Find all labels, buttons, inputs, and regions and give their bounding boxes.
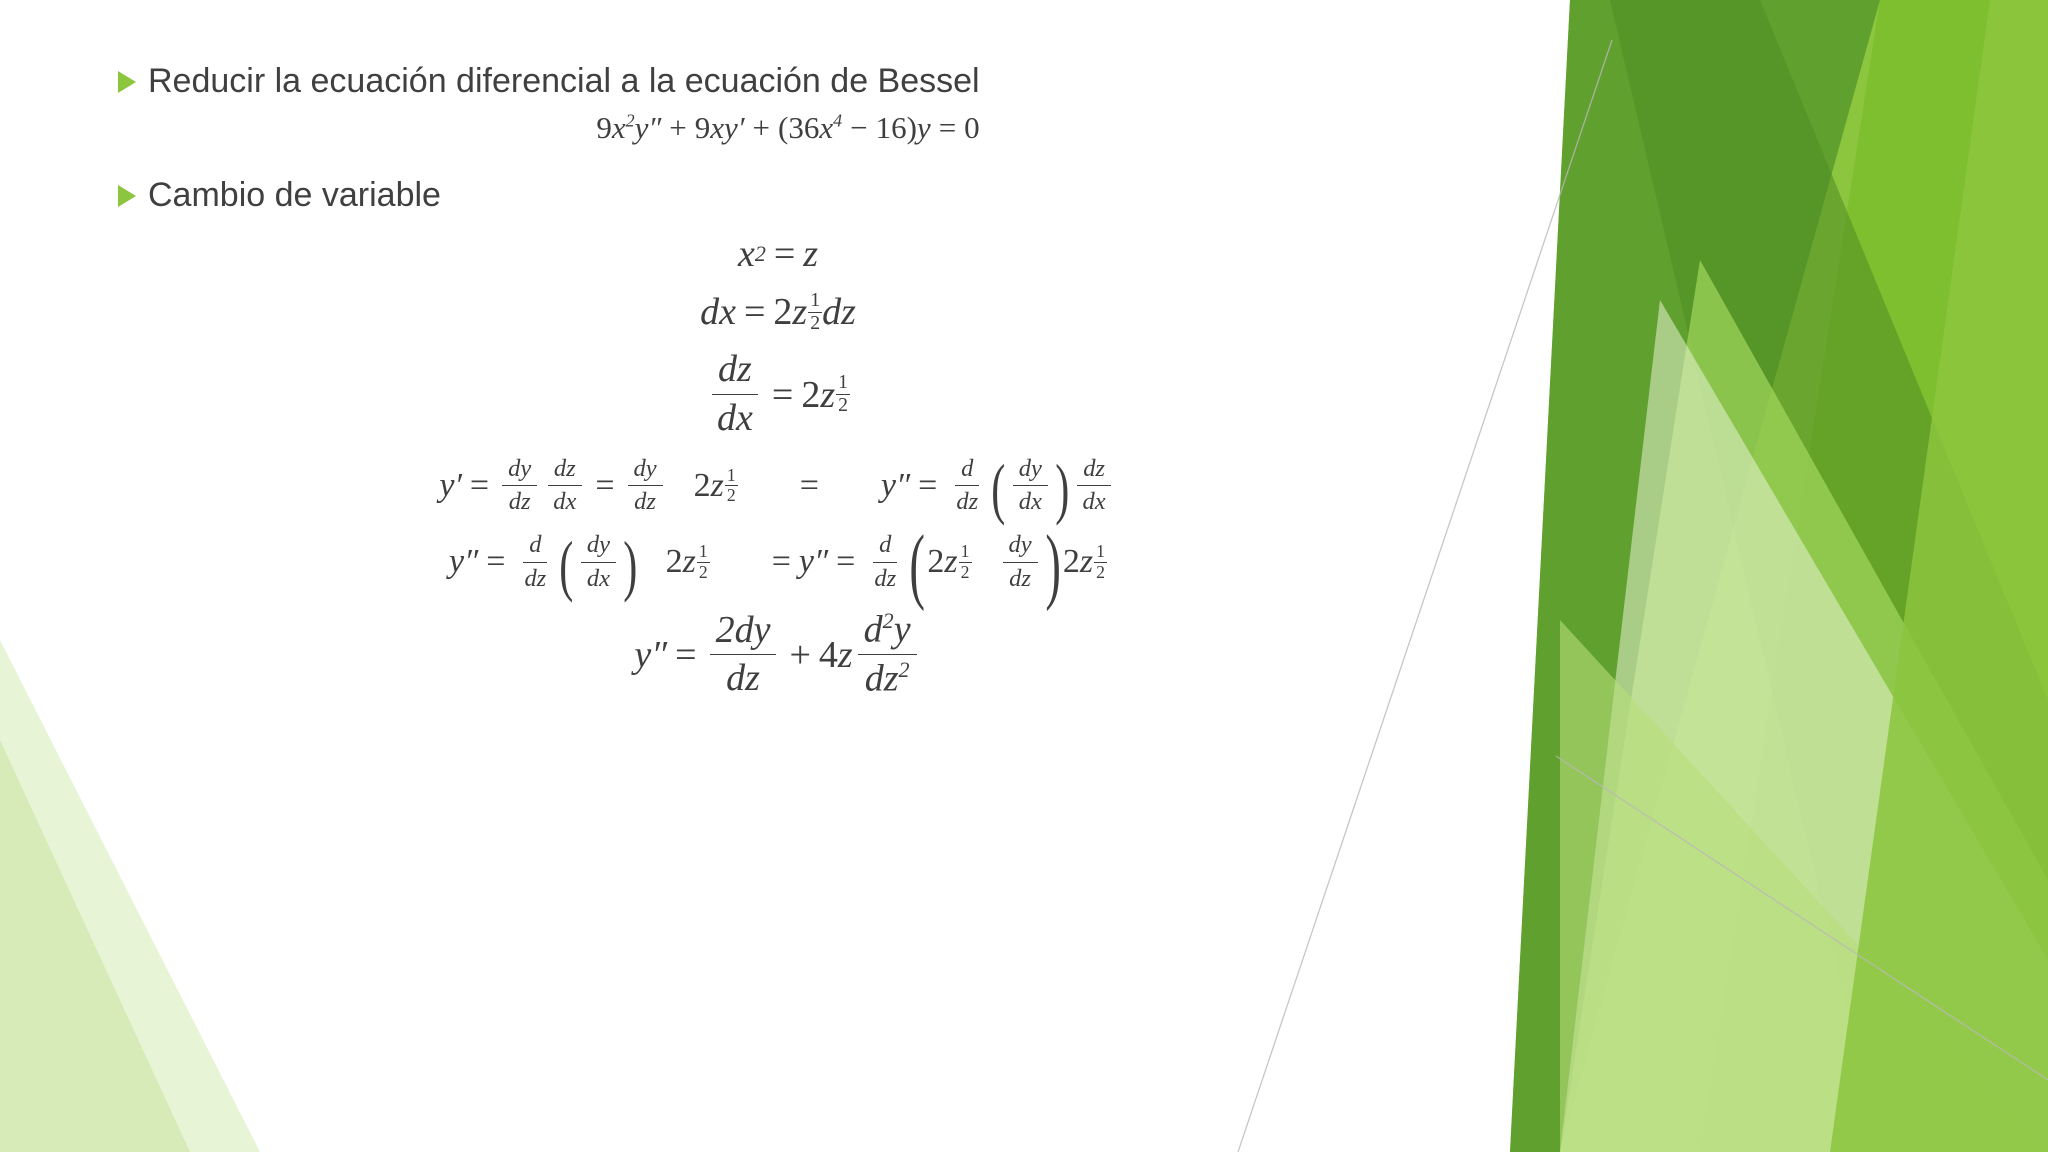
eq-final-plus: + bbox=[789, 633, 811, 676]
eq-d1-half-num: 1 bbox=[726, 464, 736, 485]
eq-bessel-paren-open: ( bbox=[778, 110, 789, 145]
eq-d3-coef: 2 bbox=[665, 543, 683, 581]
eq-d2-equals: = bbox=[918, 466, 938, 504]
eq-d3-equals-2: = bbox=[771, 543, 791, 581]
eq-d4-y: y bbox=[798, 543, 814, 581]
eq-d3-frac-ddz bbox=[518, 531, 552, 592]
equation-derivative-2 bbox=[118, 518, 1438, 613]
eq-d1-frac-dydz bbox=[502, 455, 537, 516]
eq-final-dz-exp: 2 bbox=[898, 657, 910, 683]
eq-d2-d: d bbox=[955, 455, 979, 486]
eq-d3-half-num: 1 bbox=[698, 541, 708, 562]
eq-d1-dy2: dy bbox=[628, 455, 663, 486]
eq-sub2-half-num: 1 bbox=[810, 289, 821, 311]
eq-final-y: y bbox=[634, 633, 652, 676]
eq-d4-dprime: ″ bbox=[813, 543, 829, 581]
eq-d4-coef2: 2 bbox=[1062, 543, 1080, 581]
eq-sub3-half-den: 2 bbox=[838, 394, 848, 417]
eq-d4-frac-dydz bbox=[1003, 531, 1038, 592]
eq-bessel-x2: x bbox=[710, 110, 724, 145]
eq-final-num-1: 2dy bbox=[710, 609, 777, 656]
eq-bessel-plus-2: + bbox=[752, 110, 771, 145]
eq-d3-dprime: ″ bbox=[464, 543, 479, 581]
bullet-item-1 bbox=[118, 58, 1438, 104]
eq-sub1-x: x bbox=[737, 233, 755, 275]
eq-bessel-dprime: ″ bbox=[648, 110, 662, 145]
eq-bessel-plus-1: + bbox=[669, 110, 687, 145]
eq-bessel-equals: = bbox=[938, 110, 957, 145]
eq-bessel-36: 36 bbox=[788, 110, 820, 145]
eq-d1-frac-dydz-2 bbox=[628, 455, 663, 516]
eq-sub3-half bbox=[836, 372, 850, 416]
eq-bessel-9: 9 bbox=[596, 110, 612, 145]
eq-bessel-x: x bbox=[611, 110, 626, 145]
eq-d3-y: y bbox=[448, 543, 465, 581]
eq-d4-d: d bbox=[873, 531, 897, 562]
eq-sub1-z: z bbox=[803, 233, 819, 275]
eq-bessel-y2: y bbox=[724, 110, 738, 145]
eq-final-d-exp: 2 bbox=[882, 607, 894, 633]
eq-bessel-9b: 9 bbox=[694, 110, 711, 145]
eq-final-dprime: ″ bbox=[651, 633, 668, 676]
eq-d3-z: z bbox=[682, 543, 696, 581]
eq-bessel-y: y bbox=[634, 110, 649, 145]
eq-final-frac-2 bbox=[858, 608, 917, 702]
eq-d1-equals-3: = bbox=[799, 466, 819, 504]
eq-d2-dz2: dz bbox=[1077, 455, 1111, 486]
eq-final-d: d bbox=[863, 608, 883, 651]
eq-d4-dy: dy bbox=[1003, 531, 1038, 562]
equation-block bbox=[118, 232, 1438, 702]
eq-d2-dx: dx bbox=[1018, 488, 1042, 515]
equation-substitution-1 bbox=[118, 232, 1438, 276]
eq-d2-dy: dy bbox=[1013, 455, 1048, 486]
eq-d1-dz: dz bbox=[508, 488, 531, 515]
eq-d1-dy: dy bbox=[502, 455, 537, 486]
eq-final-den-1: dz bbox=[726, 657, 760, 700]
equation-substitution-3 bbox=[118, 348, 1438, 440]
eq-d1-prime: ′ bbox=[454, 466, 462, 504]
bullet-2-label: Cambio de variable bbox=[148, 176, 441, 214]
eq-d3-dy: dy bbox=[581, 531, 616, 562]
eq-final-dz: dz bbox=[864, 657, 899, 700]
eq-d3-half bbox=[697, 542, 710, 582]
eq-bessel-x3: x bbox=[819, 110, 834, 145]
eq-sub2-dz: dz bbox=[822, 291, 856, 334]
eq-bessel-minus: − bbox=[850, 110, 868, 145]
eq-sub3-half-num: 1 bbox=[838, 371, 848, 394]
eq-final-y2: y bbox=[893, 608, 911, 651]
eq-bessel-exp4: 4 bbox=[833, 110, 843, 131]
triangle-bullet-icon bbox=[118, 172, 148, 207]
eq-bessel-exp2: 2 bbox=[625, 110, 635, 131]
eq-d1-frac-dzdx bbox=[547, 455, 582, 516]
eq-final-num-2 bbox=[858, 608, 917, 655]
equation-substitution-2 bbox=[118, 290, 1438, 334]
eq-d1-coef: 2 bbox=[693, 466, 711, 504]
eq-sub1-exp2: 2 bbox=[754, 241, 766, 266]
eq-d2-paren-close: ) bbox=[1055, 450, 1070, 527]
eq-final-equals: = bbox=[675, 633, 697, 676]
eq-sub2-equals: = bbox=[743, 291, 766, 334]
eq-d2-y: y bbox=[880, 466, 896, 504]
eq-d4-z2: z bbox=[1079, 543, 1094, 581]
eq-d2-dprime: ″ bbox=[895, 466, 911, 504]
eq-d4-half2 bbox=[1094, 542, 1107, 582]
bullet-item-2 bbox=[118, 172, 1438, 218]
eq-d3-paren-close: ) bbox=[623, 526, 638, 603]
eq-d3-half-den: 2 bbox=[698, 561, 708, 582]
eq-sub3-frac bbox=[711, 348, 759, 440]
eq-d2-frac-dzdx bbox=[1077, 455, 1112, 516]
eq-d3-frac-dydx bbox=[581, 531, 616, 592]
eq-d4-half-den: 2 bbox=[960, 561, 970, 582]
eq-d4-half-num: 1 bbox=[960, 541, 970, 562]
eq-d4-half2-num: 1 bbox=[1096, 541, 1105, 562]
bullet-1-label: Reducir la ecuación diferencial a la ecuación de Bessel bbox=[148, 62, 980, 100]
eq-sub1-equals: = bbox=[773, 233, 796, 275]
eq-d4-dz: dz bbox=[874, 564, 897, 592]
eq-d1-half-den: 2 bbox=[726, 485, 736, 505]
equation-final bbox=[118, 608, 1438, 702]
eq-sub3-equals: = bbox=[771, 373, 794, 416]
equation-derivative-1 bbox=[118, 450, 1438, 527]
eq-d1-dx: dx bbox=[553, 488, 577, 515]
eq-d1-y: y bbox=[439, 466, 455, 504]
eq-bessel-zero: 0 bbox=[964, 110, 980, 145]
eq-d1-equals-2: = bbox=[595, 466, 615, 504]
eq-sub2-half bbox=[808, 290, 822, 334]
eq-sub2-dx: dx bbox=[700, 291, 736, 334]
eq-d3-d: d bbox=[523, 531, 547, 562]
eq-final-coef4: 4 bbox=[818, 633, 838, 676]
eq-d3-dz: dz bbox=[524, 564, 547, 592]
eq-sub2-coef: 2 bbox=[773, 291, 793, 334]
eq-d2-dx2: dx bbox=[1082, 488, 1106, 515]
eq-d1-dz3: dz bbox=[634, 488, 656, 515]
eq-d1-half bbox=[725, 466, 738, 506]
eq-final-z: z bbox=[837, 633, 853, 676]
eq-d1-equals-1: = bbox=[469, 466, 490, 504]
eq-sub2-half-den: 2 bbox=[810, 311, 821, 334]
eq-d4-z: z bbox=[944, 543, 958, 581]
eq-d4-dz2: dz bbox=[1009, 564, 1031, 592]
eq-final-frac-1 bbox=[710, 609, 777, 701]
eq-bessel-y3: y bbox=[916, 110, 931, 145]
triangle-bullet-icon bbox=[118, 58, 148, 93]
eq-d4-frac-ddz bbox=[868, 531, 902, 592]
eq-d4-paren-open: ( bbox=[909, 518, 926, 613]
eq-d2-dz: dz bbox=[956, 488, 979, 515]
eq-sub3-den: dx bbox=[717, 397, 753, 440]
eq-d2-frac-ddz bbox=[950, 455, 984, 516]
eq-d3-equals: = bbox=[486, 543, 506, 581]
eq-d1-dz2: dz bbox=[548, 455, 582, 486]
eq-d4-half bbox=[959, 542, 972, 582]
equation-bessel bbox=[118, 110, 1438, 146]
eq-d4-equals: = bbox=[836, 543, 856, 581]
slide-content bbox=[118, 58, 1438, 716]
eq-d4-paren-close: ) bbox=[1044, 518, 1061, 613]
eq-sub3-coef: 2 bbox=[801, 373, 821, 416]
eq-bessel-16: 16 bbox=[875, 110, 907, 145]
eq-d3-paren-open: ( bbox=[559, 526, 574, 603]
eq-d2-paren-open: ( bbox=[991, 450, 1006, 527]
eq-sub3-num: dz bbox=[712, 348, 758, 395]
eq-d4-coef: 2 bbox=[927, 543, 945, 581]
eq-d4-half2-den: 2 bbox=[1096, 561, 1105, 582]
eq-bessel-prime: ′ bbox=[737, 110, 745, 145]
eq-bessel-paren-close: ) bbox=[906, 110, 917, 145]
eq-d2-frac-dydx bbox=[1013, 455, 1048, 516]
eq-sub3-z: z bbox=[820, 373, 836, 416]
eq-final-den-2 bbox=[859, 655, 916, 701]
eq-d1-z: z bbox=[710, 466, 724, 504]
eq-d3-dx: dx bbox=[586, 564, 610, 592]
eq-sub2-z: z bbox=[792, 291, 808, 334]
